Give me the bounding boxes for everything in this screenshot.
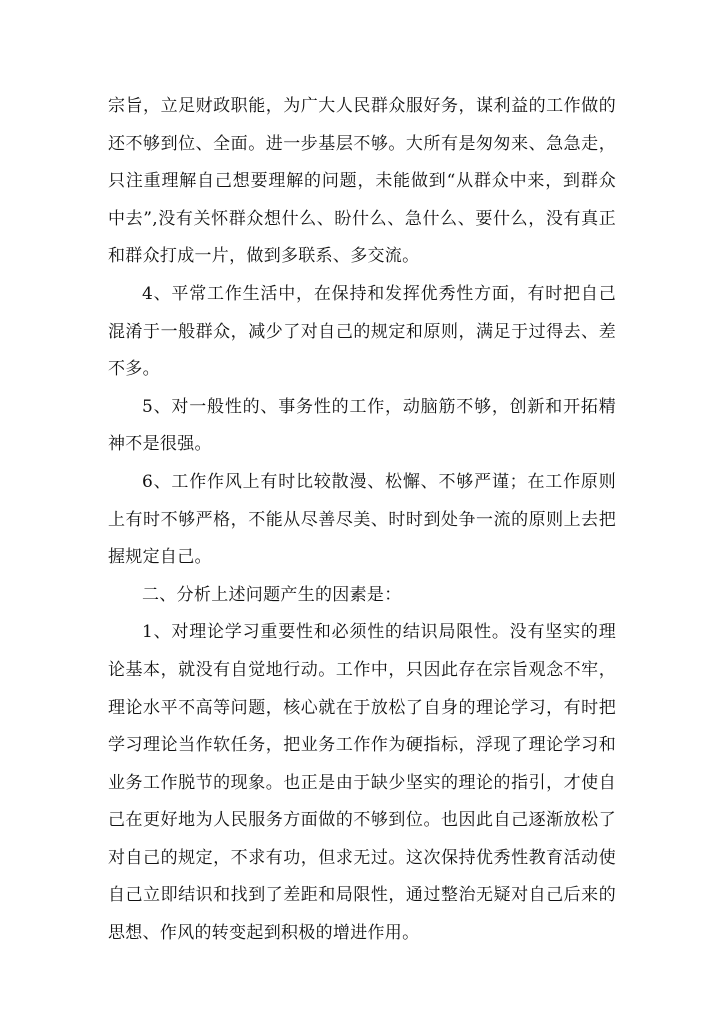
paragraph-analysis-1: 1、对理论学习重要性和必须性的结识局限性。没有坚实的理论基本，就没有自觉地行动。工作中，只因此存在宗旨观念不牢，理论水平不高等问题，核心就在于放松了自身的理论学习，有时把学习理论当作软任务，把业务工作作为硬指标，浮现了理论学习和业务工作脱节的现象。也正是由于缺少坚实的理论的指引，才使自己在更好地为人民服务方面做的不够到位。也因此自己逐渐放松了对自己的规定，不求有功，但求无过。这次保持优秀性教育活动使自己立即结识和找到了差距和局限性，通过整治无疑对自己后来的思想、作风的转变起到积极的增进作用。 bbox=[108, 622, 616, 944]
section-heading: 二、分析上述问题产生的因素是： bbox=[142, 584, 402, 605]
paragraph-continuation: 宗旨，立足财政职能，为广大人民群众服好务，谋利益的工作做的还不够到位、全面。进一步基层不够。大所有是匆匆来、急急走，只注重理解自己想要理解的问题，未能做到“从群众中来，到群众中去”,没有关怀群众想什么、盼什么、急什么、要什么，没有真正和群众打成一片，做到多联系、多交流。 bbox=[108, 96, 616, 267]
paragraph-item-4: 4、平常工作生活中，在保持和发挥优秀性方面，有时把自己混淆于一般群众，减少了对自己的规定和原则，满足于过得去、差不多。 bbox=[108, 283, 616, 380]
paragraph-item-5: 5、对一般性的、事务性的工作，动脑筋不够，创新和开拓精神不是很强。 bbox=[108, 396, 616, 455]
body-text bbox=[108, 88, 616, 953]
paragraph-item-6: 6、工作作风上有时比较散漫、松懈、不够严谨；在工作原则上有时不够严格，不能从尽善尽美、时时到处争一流的原则上去把握规定自己。 bbox=[108, 471, 616, 568]
